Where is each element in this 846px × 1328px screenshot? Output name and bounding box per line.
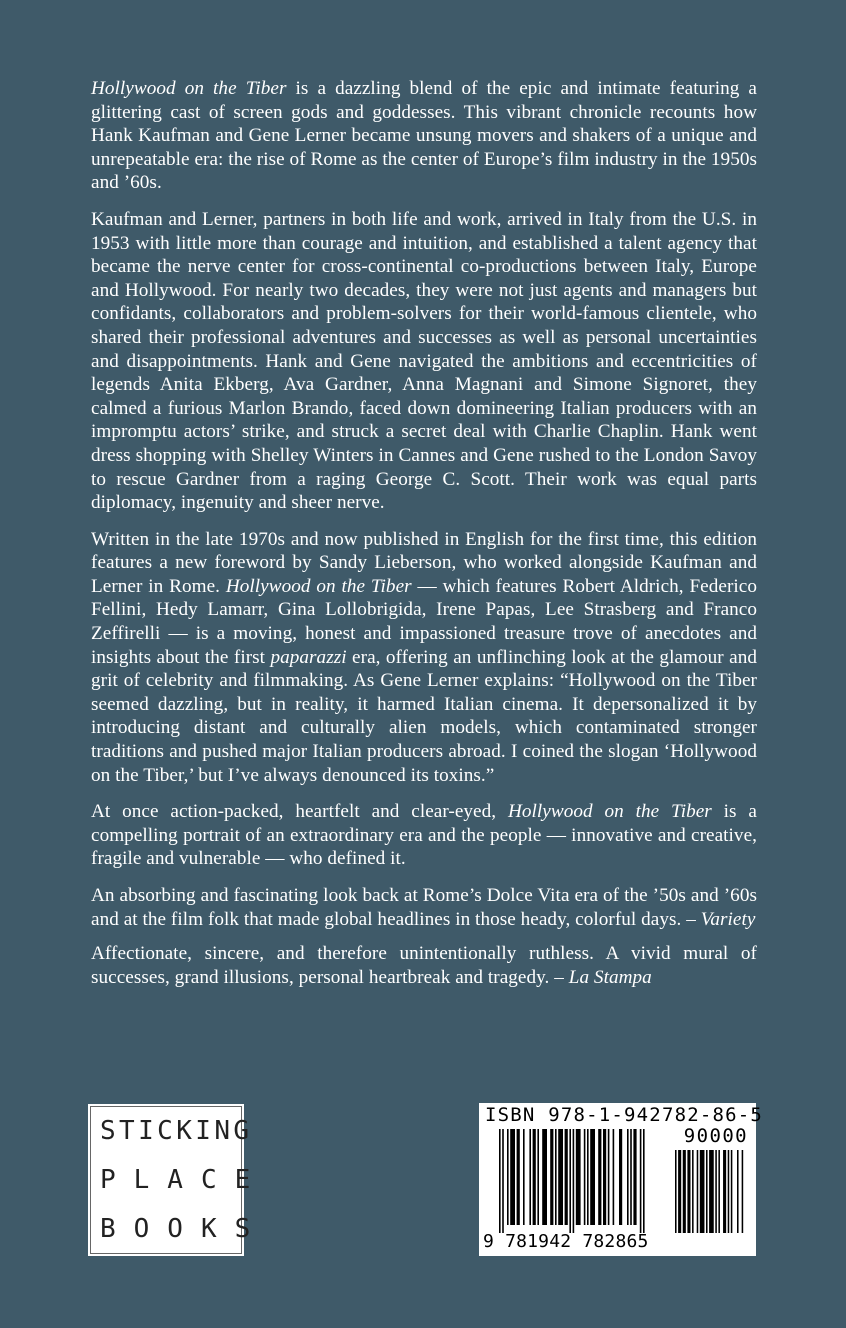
publisher-word: PLACE <box>100 1165 269 1195</box>
barcode-bars-addon <box>675 1150 747 1233</box>
blurb-paragraph-history: Kaufman and Lerner, partners in both life and work, arrived in Italy from the U.S. in 1953 with little more than courage and intuition, and established a talent agency that became the nerve center for cross-continental co-productions between Italy, Europe and Hollywood. For nearly two decades, they were not just agents and managers but confidants, collaborators and problem-solvers for their world-famous clientele, who shared their professional adventures and successes as well as personal uncertainties and disappointments. Hank and Gene navigated the ambitions and eccentricities of legends Anita Ekberg, Ava Gardner, Anna Magnani and Simone Signoret, they calmed a furious Marlon Brando, faced down domineering Italian producers with an impromptu actors’ strike, and struck a secret deal with Charlie Chaplin. Hank went dress shopping with Shelley Winters in Cannes and Gene rushed to the London Savoy to rescue Gardner from a raging George C. Scott. Their work was equal parts diplomacy, ingenuity and sheer nerve. <box>91 208 757 514</box>
review-source: La Stampa <box>568 966 652 988</box>
barcode-bar <box>608 1129 610 1225</box>
barcode-bar <box>555 1129 557 1225</box>
publisher-logo-line <box>100 1116 253 1150</box>
review-quote-la-stampa <box>91 942 757 989</box>
price-code: 90000 <box>683 1125 748 1147</box>
book-title: Hollywood on the Tiber <box>91 78 287 99</box>
summary-text: is a compelling portrait of an extraordinary era and the people — innovative and creative, fragile and vulnerable — who defined it. <box>91 801 757 870</box>
book-title: Hollywood on the Tiber <box>225 575 412 597</box>
barcode-bar <box>687 1150 690 1233</box>
isbn-barcode <box>479 1103 764 1256</box>
review-text: Affectionate, sincere, and therefore unintentionally ruthless. A vivid mural of successes, grand illusions, personal heartbreak and tragedy. – <box>91 943 757 988</box>
barcode-bar <box>533 1129 536 1225</box>
barcode-bar <box>613 1129 615 1225</box>
barcode-bar <box>598 1129 601 1225</box>
isbn-number: ISBN 978-1-942782-86-5 <box>485 1104 764 1126</box>
barcode-bar <box>723 1150 726 1233</box>
barcode-bar <box>590 1129 595 1225</box>
barcode-bar <box>537 1129 539 1225</box>
barcode-bar <box>507 1129 509 1225</box>
publisher-word: BOOKS <box>100 1214 269 1244</box>
barcode-bar <box>542 1129 547 1225</box>
barcode-bar <box>584 1129 586 1225</box>
barcode-bar <box>502 1129 504 1233</box>
barcode-bar <box>737 1150 739 1233</box>
barcode-bar <box>715 1150 717 1233</box>
intro-text: is a dazzling blend of the epic and intimate featuring a glittering cast of screen gods and goddesses. This vibrant chronicle recounts how Hank Kaufman and Gene Lerner became unsung movers and shakers of a unique and unrepeatable era: the rise of Rome as the center of Europe’s film industry in the 1950s and ’60s. <box>91 78 757 194</box>
barcode-bar <box>678 1150 681 1233</box>
edition-text: — which features Robert Aldrich, Federico Fellini, Hedy Lamarr, Gina Lollobrigida, Irene Papas, Lee Strasberg and Franco Zeffirelli — is a moving, honest and impassioned treasure trove of anecdotes and insights about the first <box>91 575 757 668</box>
barcode-bar <box>706 1150 708 1233</box>
review-quote-variety <box>91 884 757 931</box>
barcode-bar <box>709 1150 714 1233</box>
barcode-bar <box>529 1129 531 1225</box>
barcode-bar <box>630 1129 632 1225</box>
barcode-bar <box>523 1129 525 1225</box>
publisher-logo-line <box>100 1165 269 1199</box>
book-title: Hollywood on the Tiber <box>507 801 712 823</box>
review-source: Variety <box>700 908 756 930</box>
barcode-bar <box>558 1129 563 1225</box>
barcode-bar <box>728 1150 730 1233</box>
barcode-bar <box>619 1129 622 1225</box>
barcode-bar <box>643 1129 645 1233</box>
barcode-bar <box>587 1129 589 1225</box>
barcode-bar <box>718 1150 720 1233</box>
barcode-bar <box>742 1150 744 1233</box>
review-text: An absorbing and fascinating look back at Rome’s Dolce Vita era of the ’50s and ’60s and at the film folk that made global headlines in those heady, colorful days. – <box>91 885 757 930</box>
barcode-bar <box>573 1129 575 1233</box>
barcode-bar <box>569 1129 571 1233</box>
barcode-bar <box>640 1129 642 1233</box>
barcode-bar <box>517 1129 520 1225</box>
barcode-bar <box>550 1129 553 1225</box>
barcode-bar <box>731 1150 733 1233</box>
blurb-paragraph-edition <box>91 528 757 788</box>
barcode-bar <box>633 1129 636 1225</box>
publisher-word: STICKING <box>100 1116 253 1146</box>
barcode-bar <box>627 1129 629 1225</box>
barcode-bar <box>510 1129 515 1225</box>
publisher-logo <box>88 1104 269 1256</box>
publisher-logo-line <box>100 1214 269 1248</box>
barcode-bar <box>692 1150 694 1233</box>
barcode-bar <box>565 1129 568 1225</box>
barcode-bar <box>603 1129 606 1225</box>
barcode-bar <box>576 1129 581 1225</box>
barcode-bar <box>700 1150 705 1233</box>
barcode-bar <box>697 1150 699 1233</box>
blurb-paragraph-intro <box>91 77 757 195</box>
edition-text: Written in the late 1970s and now published in English for the first time, this edition features a new foreword by Sandy Lieberson, who worked alongside Kaufman and Lerner in Rome. <box>91 528 757 597</box>
barcode-bar <box>683 1150 686 1233</box>
barcode-bar <box>499 1129 501 1233</box>
back-cover-blurb <box>91 77 757 1000</box>
barcode-digits: 9 781942 782865 <box>483 1231 649 1252</box>
blurb-paragraph-summary <box>91 800 757 871</box>
paparazzi-term: paparazzi <box>270 646 347 668</box>
lerner-quote-text: era, offering an unflinching look at the glamour and grit of celebrity and filmmaking. As Gene Lerner explains: “Hollywood on the Tiber seemed dazzling, but in reality, it harmed Italian cinema. It depersonalized it by introducing distant and culturally alien models, which contaminated stronger traditions and pushed major Italian producers abroad. I coined the slogan ‘Hollywood on the Tiber,’ but I’ve always denounced its toxins.” <box>91 646 758 786</box>
barcode-bars-main <box>499 1129 661 1233</box>
summary-text: At once action-packed, heartfelt and clear-eyed, <box>91 801 508 823</box>
barcode-bar <box>675 1150 677 1233</box>
